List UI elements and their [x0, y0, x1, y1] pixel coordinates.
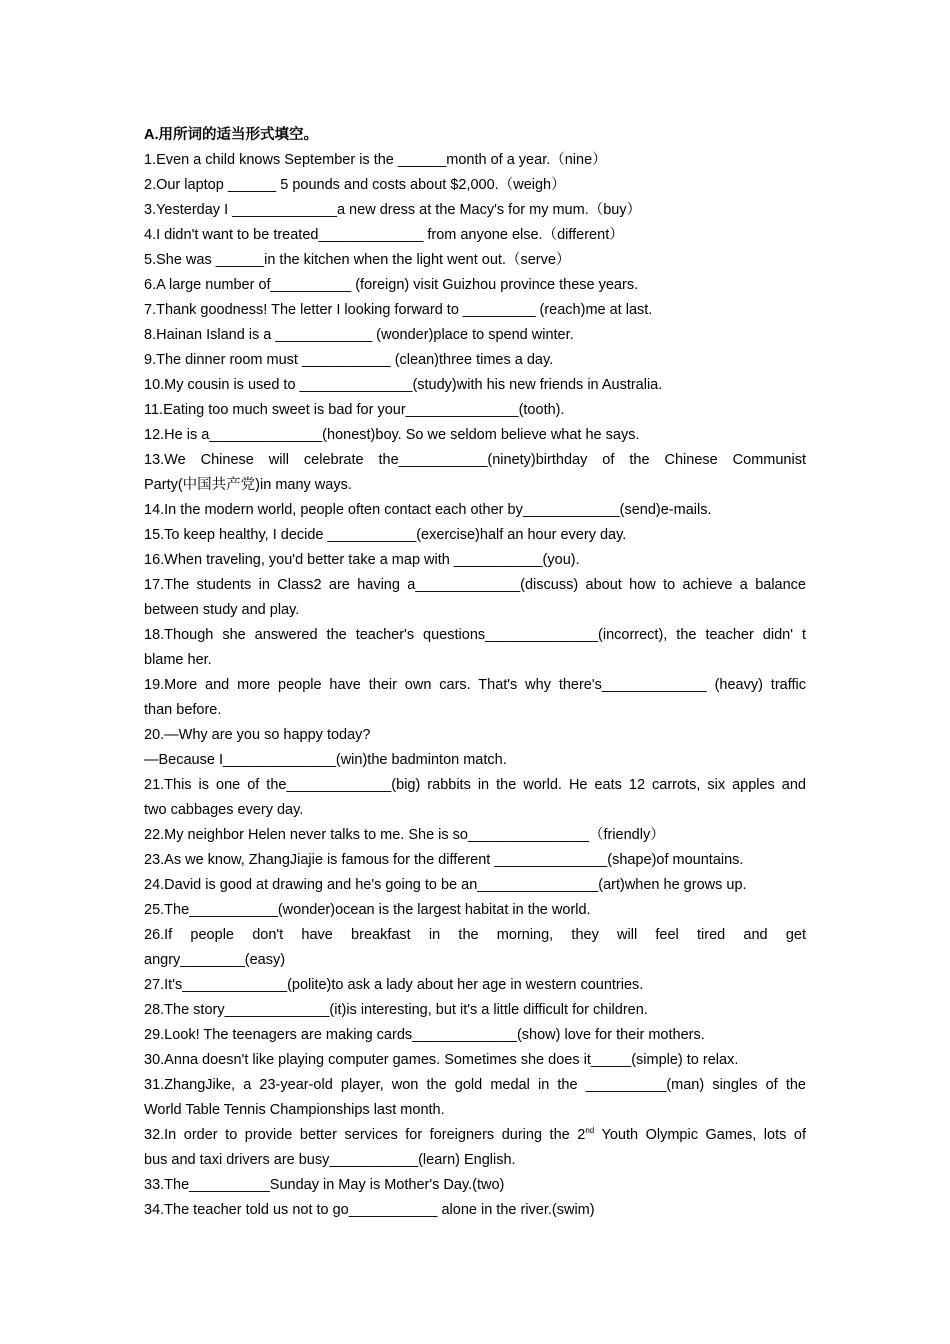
exercise-line: 29.Look! The teenagers are making cards_____________(show) love for their mothers. — [144, 1027, 705, 1043]
exercise-line: 21.This is one of the_____________(big) rabbits in the world. He eats 12 carrots, six apples and — [144, 777, 806, 793]
exercise-line: 6.A large number of__________ (foreign) visit Guizhou province these years. — [144, 277, 639, 293]
exercise-text-tail: Youth Olympic Games, lots of — [594, 1127, 806, 1143]
exercise-text: Party( — [144, 477, 183, 493]
exercise-line: 9.The dinner room must ___________ (clean)three times a day. — [144, 352, 554, 368]
exercise-line: 30.Anna doesn't like playing computer games. Sometimes she does it_____(simple) to relax. — [144, 1052, 739, 1068]
exercise-line: 18.Though she answered the teacher's questions______________(incorrect), the teacher didn' t — [144, 627, 806, 643]
exercise-line: 11.Eating too much sweet is bad for your______________(tooth). — [144, 402, 565, 418]
worksheet — [144, 123, 806, 1223]
chinese-gloss: 中国共产党 — [182, 477, 256, 493]
exercise-line: bus and taxi drivers are busy___________(learn) English. — [144, 1152, 516, 1168]
exercise-line: 2.Our laptop ______ 5 pounds and costs about $2,000.（weigh） — [144, 177, 566, 193]
ordinal-superscript: nd — [585, 1126, 595, 1135]
exercise-line: 19.More and more people have their own cars. That's why there's_____________ (heavy) traffic — [144, 677, 806, 693]
exercise-line: 15.To keep healthy, I decide ___________(exercise)half an hour every day. — [144, 527, 627, 543]
exercise-line: between study and play. — [144, 602, 300, 618]
exercise-line: 24.David is good at drawing and he's going to be an_______________(art)when he grows up. — [144, 877, 747, 893]
section-heading: A.用所词的适当形式填空。 — [144, 127, 318, 143]
exercise-line: 12.He is a______________(honest)boy. So we seldom believe what he says. — [144, 427, 640, 443]
exercise-line: 28.The story_____________(it)is interesting, but it's a little difficult for children. — [144, 1002, 648, 1018]
exercise-line: 25.The___________(wonder)ocean is the largest habitat in the world. — [144, 902, 591, 918]
exercise-line — [144, 473, 806, 498]
exercise-line: —Because I______________(win)the badminton match. — [144, 752, 507, 768]
exercise-line: 8.Hainan Island is a ____________ (wonder)place to spend winter. — [144, 327, 574, 343]
exercise-line: 5.She was ______in the kitchen when the light went out.（serve） — [144, 252, 571, 268]
exercise-line: two cabbages every day. — [144, 802, 304, 818]
exercise-line: than before. — [144, 702, 222, 718]
exercise-line: 33.The__________Sunday in May is Mother's Day.(two) — [144, 1177, 505, 1193]
exercise-line: 4.I didn't want to be treated_____________ from anyone else.（different） — [144, 227, 624, 243]
exercise-line: 3.Yesterday I _____________a new dress at the Macy's for my mum.（buy） — [144, 202, 642, 218]
exercise-line: World Table Tennis Championships last month. — [144, 1102, 445, 1118]
exercise-line: blame her. — [144, 652, 212, 668]
exercise-text: )in many ways. — [255, 477, 352, 493]
exercise-line: 34.The teacher told us not to go___________ alone in the river.(swim) — [144, 1202, 595, 1218]
exercise-line: 26.If people don't have breakfast in the morning, they will feel tired and get — [144, 927, 806, 943]
exercise-text: 32.In order to provide better services for foreigners during the 2 — [144, 1127, 586, 1143]
exercise-line: 20.—Why are you so happy today? — [144, 727, 371, 743]
exercise-line: 27.It's_____________(polite)to ask a lady about her age in western countries. — [144, 977, 644, 993]
exercise-line: 17.The students in Class2 are having a_____________(discuss) about how to achieve a balance — [144, 577, 806, 593]
exercise-line: 14.In the modern world, people often contact each other by____________(send)e-mails. — [144, 502, 712, 518]
exercise-line: 13.We Chinese will celebrate the___________(ninety)birthday of the Chinese Communist — [144, 452, 806, 468]
exercise-line: 16.When traveling, you'd better take a map with ___________(you). — [144, 552, 580, 568]
exercise-line: 31.ZhangJike, a 23-year-old player, won the gold medal in the __________(man) singles of the — [144, 1077, 806, 1093]
exercise-line: 22.My neighbor Helen never talks to me. She is so_______________（friendly） — [144, 827, 665, 843]
exercise-line: angry________(easy) — [144, 952, 286, 968]
exercise-line: 7.Thank goodness! The letter I looking forward to _________ (reach)me at last. — [144, 302, 653, 318]
exercise-line — [144, 1123, 806, 1148]
exercise-line: 1.Even a child knows September is the ______month of a year.（nine） — [144, 152, 607, 168]
exercise-line: 23.As we know, ZhangJiajie is famous for the different ______________(shape)of mountains. — [144, 852, 744, 868]
exercise-list — [144, 148, 806, 1223]
exercise-line: 10.My cousin is used to ______________(study)with his new friends in Australia. — [144, 377, 663, 393]
